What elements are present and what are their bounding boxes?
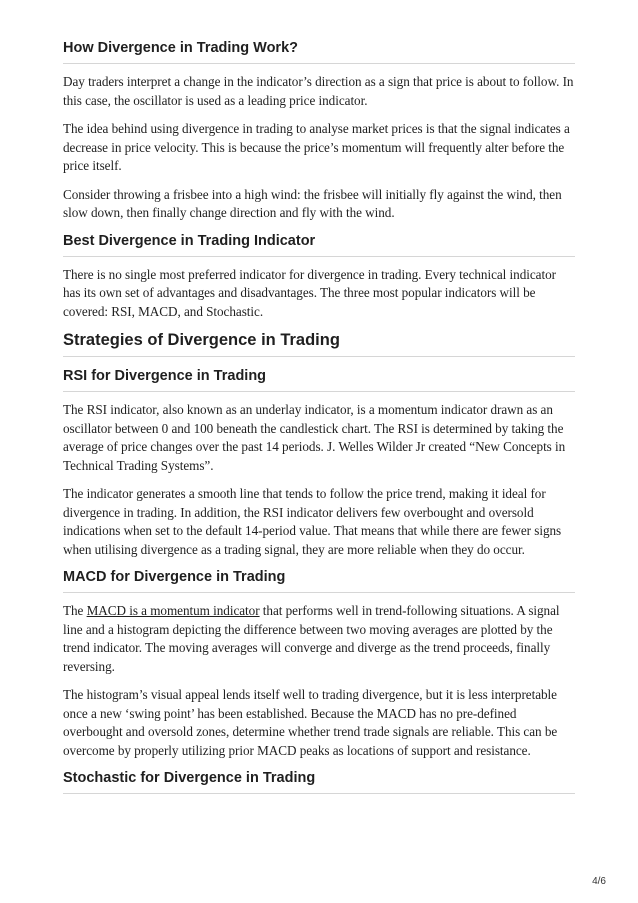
page-number: 4/6: [592, 876, 606, 887]
paragraph-best-indicator-1: There is no single most preferred indicator for divergence in trading. Every technical indicator has its own set of advantages and disadvantages. The three most popular indicators will be covered: RSI, MACD, and Stochastic.: [63, 266, 556, 319]
paragraph-macd-2: The histogram’s visual appeal lends itself well to trading divergence, but it is less interpretable once a new ‘swing point’ has been established. Because the MACD has no pre-defined overbought and oversold zones, determine whether trend trade signals are reliable. This can be overcome by properly utilizing prior MACD peaks as locations of support and resistance.: [63, 687, 558, 758]
heading-rsi: RSI for Divergence in Trading: [63, 366, 575, 392]
paragraph-how-divergence-3: Consider throwing a frisbee into a high wind: the frisbee will initially fly against the wind, then slow down, then finally change direction and fly with the wind.: [63, 186, 562, 220]
paragraph-macd-1: [63, 602, 575, 676]
document-page: [63, 38, 575, 803]
heading-macd: MACD for Divergence in Trading: [63, 567, 575, 593]
paragraph-rsi-1: The RSI indicator, also known as an underlay indicator, is a momentum indicator drawn as an oscillator between 0 and 100 beneath the candlestick chart. The RSI is determined by taking the average of price changes over the past 14 periods. J. Welles Wilder Jr created “New Concepts in Technical Trading Systems”.: [63, 402, 566, 473]
paragraph-how-divergence-1: Day traders interpret a change in the indicator’s direction as a sign that price is about to follow. In this case, the oscillator is used as a leading price indicator.: [63, 74, 574, 108]
heading-how-divergence: How Divergence in Trading Work?: [63, 38, 575, 64]
heading-best-indicator: Best Divergence in Trading Indicator: [63, 231, 575, 257]
heading-strategies: Strategies of Divergence in Trading: [63, 329, 575, 357]
macd-text-prefix: The: [63, 603, 87, 618]
macd-momentum-link[interactable]: MACD is a momentum indicator: [86, 603, 260, 618]
paragraph-how-divergence-2: The idea behind using divergence in trading to analyse market prices is that the signal indicates a decrease in price velocity. This is because the price’s momentum will frequently alter before the price itself.: [63, 121, 570, 173]
heading-stochastic: Stochastic for Divergence in Trading: [63, 768, 575, 794]
paragraph-rsi-2: The indicator generates a smooth line that tends to follow the price trend, making it ideal for divergence in trading. In addition, the RSI indicator delivers few overbought and oversold indications when set to the default 14-period value. That means that while there are fewer signs when utilising divergence as a trading signal, they are more reliable when they do occur.: [63, 486, 562, 557]
macd-text-suffix: that performs well in trend-following situations. A signal line and a histogram depicting the difference between two moving averages are plotted by the trend indicator. The moving averages will converge and diverge as the trend proceeds, finally reversing.: [63, 603, 560, 674]
